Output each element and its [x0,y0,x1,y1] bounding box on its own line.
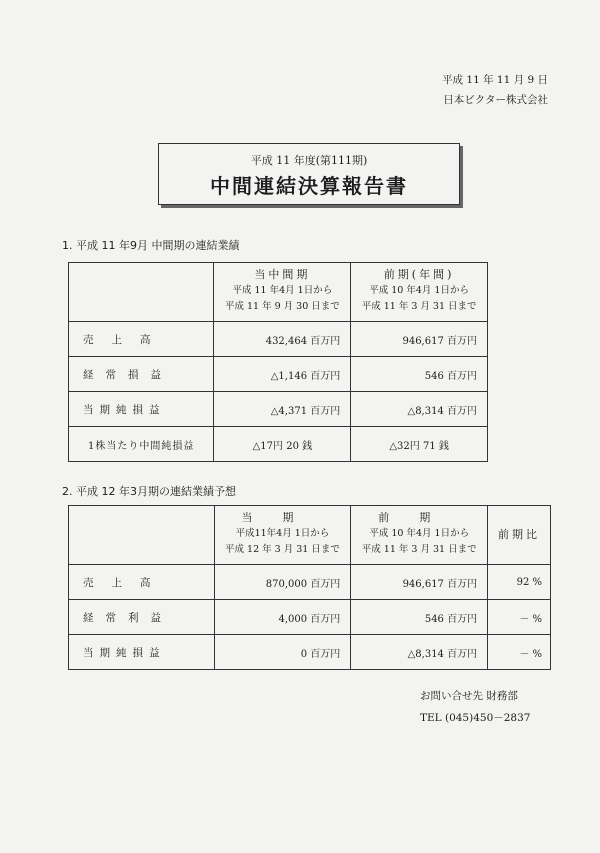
header-blank-cell [69,263,214,322]
header-title: 当中間期 [254,268,311,281]
table-header-row [69,263,488,322]
header-from: 平成11年4月 1日から [235,528,330,539]
header-title: 前期比 [498,528,541,541]
row-label: 経常利益 [69,600,215,635]
previous-value: 946,617 百万円 [351,322,488,357]
table-row [69,357,488,392]
table-row [69,635,551,670]
row-label: 当期純損益 [69,635,215,670]
previous-value: △8,314 百万円 [351,635,488,670]
table-row [69,322,488,357]
previous-value: 546 百万円 [351,600,488,635]
table-row [69,427,488,462]
header-from: 平成 11 年4月 1日から [232,285,333,296]
row-label: 売上高 [69,565,215,600]
table-header-row [69,506,551,565]
contact-footer [420,685,530,729]
current-value: 870,000 百万円 [214,565,351,600]
row-label: 当期純損益 [69,392,214,427]
previous-value: 546 百万円 [351,357,488,392]
current-value: 0 百万円 [214,635,351,670]
contact-phone: TEL (045)450－2837 [420,712,531,724]
row-label: 売上高 [69,322,214,357]
section1-heading: 1. 平成 11 年9月 中間期の連結業績 [62,239,240,252]
current-value: 4,000 百万円 [214,600,351,635]
table-row [69,565,551,600]
header-blank-cell [69,506,215,565]
header-title: 当期 [241,511,324,524]
page-title: 中間連結決算報告書 [210,174,408,198]
header-meta [442,70,548,110]
contact-department: お問い合せ先 財務部 [420,690,518,702]
previous-value: △8,314 百万円 [351,392,488,427]
header-previous-period [351,506,488,565]
interim-results-table [68,262,488,462]
current-value: 432,464 百万円 [214,322,351,357]
header-previous-period [351,263,488,322]
ratio-value: － % [488,600,551,635]
row-label: 経常損益 [69,357,214,392]
current-value: △4,371 百万円 [214,392,351,427]
header-from: 平成 10 年4月 1日から [369,528,470,539]
header-to: 平成 11 年 3 月 31 日まで [361,301,477,312]
header-ratio [488,506,551,565]
title-box [158,143,460,205]
header-to: 平成 11 年 9 月 30 日まで [224,301,340,312]
previous-value: 946,617 百万円 [351,565,488,600]
header-from: 平成 10 年4月 1日から [369,285,469,296]
company-name: 日本ビクター株式会社 [443,94,548,106]
table-row [69,392,488,427]
title-subtitle: 平成 11 年度(第111期) [250,154,368,167]
row-label: 1株当たり中間純損益 [69,427,214,462]
previous-value: △32円 71 銭 [351,427,488,462]
report-date: 平成 11 年 11 月 9 日 [442,74,548,86]
table-row [69,600,551,635]
header-current-period [214,263,351,322]
current-value: △17円 20 銭 [214,427,351,462]
header-to: 平成 12 年 3 月 31 日まで [225,544,340,555]
header-title: 前期 [378,511,461,524]
header-current-period [214,506,351,565]
current-value: △1,146 百万円 [214,357,351,392]
ratio-value: － % [488,635,551,670]
ratio-value: 92 % [488,565,551,600]
section2-heading: 2. 平成 12 年3月期の連結業績予想 [62,485,236,498]
forecast-table [68,505,551,670]
header-title: 前期(年間) [383,268,455,281]
header-to: 平成 11 年 3 月 31 日まで [361,544,477,555]
